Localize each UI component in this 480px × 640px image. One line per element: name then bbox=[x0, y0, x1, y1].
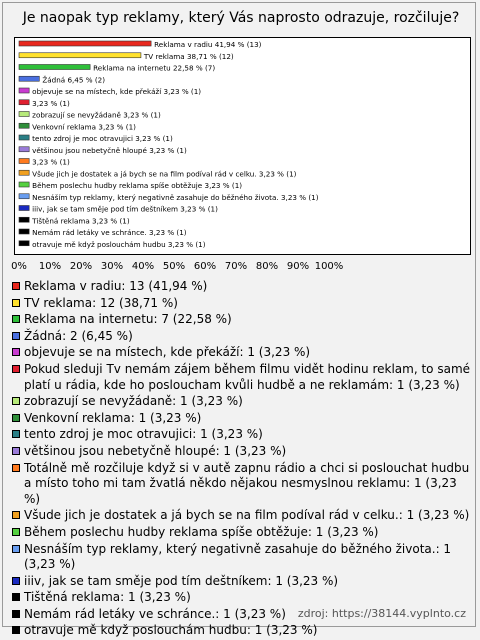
bar-17 bbox=[19, 241, 29, 246]
legend-label: Pokud sleduji Tv nemám zájem během filmu vidět hodinu reklam, to samé platí u rádia, kde ho posloucham kvůli hudbě a ne reklamám: 1 (3,23 %) bbox=[24, 361, 471, 392]
x-tick-5: 50% bbox=[162, 261, 186, 272]
x-tick-6: 60% bbox=[193, 261, 217, 272]
x-tick-9: 90% bbox=[286, 261, 310, 272]
legend-swatch bbox=[12, 626, 20, 634]
x-tick-3: 30% bbox=[100, 261, 124, 272]
legend-label: Venkovní reklama: 1 (3,23 %) bbox=[24, 410, 202, 425]
legend-label: Reklama na internetu: 7 (22,58 %) bbox=[24, 312, 232, 327]
legend-item bbox=[11, 525, 471, 541]
bar-0 bbox=[19, 41, 151, 46]
legend-item bbox=[11, 508, 471, 524]
x-tick-1: 10% bbox=[38, 261, 62, 272]
legend-label: otravuje mě když poslouchám hudbu: 1 (3,23 %) bbox=[24, 623, 318, 638]
legend-swatch bbox=[12, 365, 20, 373]
legend-swatch bbox=[12, 511, 20, 519]
legend-swatch bbox=[12, 528, 20, 536]
bar-14 bbox=[19, 206, 29, 211]
legend-swatch bbox=[12, 610, 20, 618]
legend-item bbox=[11, 312, 471, 328]
bar-label-3: Žádná 6,45 % (2) bbox=[42, 75, 106, 85]
bar-8 bbox=[19, 135, 29, 140]
x-tick-7: 70% bbox=[224, 261, 248, 272]
bar-13 bbox=[19, 194, 29, 199]
bar-9 bbox=[19, 147, 29, 152]
legend-swatch bbox=[12, 414, 20, 422]
chart-frame bbox=[2, 2, 476, 638]
x-tick-2: 20% bbox=[69, 261, 93, 272]
bar-label-9: většinou jsou nebetyčně hloupé 3,23 % (1) bbox=[32, 145, 187, 155]
x-axis bbox=[3, 257, 479, 273]
legend-label: Nesnáším typ reklamy, který negativně zasahuje do běžného života.: 1 (3,23 %) bbox=[24, 541, 452, 572]
legend-label: tento zdroj je moc otravujici: 1 (3,23 %) bbox=[24, 427, 263, 442]
bar-label-11: Všude jich je dostatek a já bych se na film podíval rád v celku. 3,23 % (1) bbox=[32, 169, 297, 179]
legend-swatch bbox=[12, 299, 20, 307]
bar-label-4: objevuje se na místech, kde překáží 3,23 % (1) bbox=[32, 87, 202, 96]
legend-item bbox=[11, 574, 471, 590]
legend-swatch bbox=[12, 464, 20, 472]
bar-label-1: TV reklama 38,71 % (12) bbox=[143, 51, 234, 61]
bar-3 bbox=[19, 76, 39, 81]
bars-svg bbox=[15, 38, 470, 254]
legend-item bbox=[11, 394, 471, 410]
bar-label-12: Během poslechu hudby reklama spíše obtěžuje 3,23 % (1) bbox=[32, 181, 243, 190]
legend-swatch bbox=[12, 430, 20, 438]
bar-15 bbox=[19, 217, 29, 222]
legend-swatch bbox=[12, 282, 20, 290]
legend-swatch bbox=[12, 397, 20, 405]
bar-4 bbox=[19, 88, 29, 93]
bar-label-6: zobrazují se nevyžádaně 3,23 % (1) bbox=[32, 110, 161, 120]
legend-item bbox=[11, 296, 471, 312]
x-tick-8: 80% bbox=[255, 261, 279, 272]
legend-swatch bbox=[12, 545, 20, 553]
legend-swatch bbox=[12, 332, 20, 340]
bar-label-15: Tištěná reklama 3,23 % (1) bbox=[32, 216, 130, 226]
bar-2 bbox=[19, 65, 90, 70]
legend-item bbox=[11, 279, 471, 295]
legend-swatch bbox=[12, 577, 20, 585]
bar-label-10: 3,23 % (1) bbox=[32, 157, 70, 167]
legend-label: iiiv, jak se tam směje pod tím deštníkem: 1 (3,23 %) bbox=[24, 573, 339, 588]
legend-item bbox=[11, 590, 471, 606]
legend-label: zobrazují se nevyžádaně: 1 (3,23 %) bbox=[24, 394, 243, 409]
legend-swatch bbox=[12, 348, 20, 356]
x-axis-svg bbox=[3, 257, 479, 273]
bar-11 bbox=[19, 170, 29, 175]
bar-label-8: tento zdroj je moc otravujici 3,23 % (1) bbox=[32, 134, 173, 143]
x-tick-0: 0% bbox=[11, 261, 27, 272]
legend-item bbox=[11, 444, 471, 460]
legend-label: Reklama v radiu: 13 (41,94 %) bbox=[24, 279, 208, 293]
bar-label-16: Nemám rád letáky ve schránce. 3,23 % (1) bbox=[32, 228, 187, 237]
source-note: zdroj: https://38144.vyplnto.cz bbox=[297, 607, 466, 620]
legend bbox=[11, 279, 471, 640]
legend-label: většinou jsou nebetyčně hloupé: 1 (3,23 %) bbox=[24, 443, 287, 458]
bar-12 bbox=[19, 182, 29, 187]
legend-label: Nemám rád letáky ve schránce.: 1 (3,23 %) bbox=[24, 606, 286, 621]
legend-label: Během poslechu hudby reklama spíše obtěžuje: 1 (3,23 %) bbox=[24, 524, 379, 539]
legend-label: Totálně mě rozčiluje když si v autě zapnu rádio a chci si poslouchat hudbu a místo toho mi tam žvatlá někdo nějakou nesmyslnou reklamu: 1 (3,23 %) bbox=[24, 460, 470, 506]
x-tick-10: 100% bbox=[314, 261, 344, 272]
legend-item bbox=[11, 427, 471, 443]
legend-label: TV reklama: 12 (38,71 %) bbox=[24, 295, 178, 310]
bar-16 bbox=[19, 229, 29, 234]
legend-item bbox=[11, 345, 471, 361]
legend-item bbox=[11, 623, 471, 639]
legend-swatch bbox=[12, 447, 20, 455]
legend-item bbox=[11, 329, 471, 345]
bar-label-17: otravuje mě když poslouchám hudbu 3,23 % (1) bbox=[32, 239, 206, 249]
x-tick-4: 40% bbox=[131, 261, 155, 272]
bar-10 bbox=[19, 159, 29, 164]
bar-label-14: iiiv, jak se tam směje pod tím deštníkem 3,23 % (1) bbox=[32, 204, 218, 214]
legend-swatch bbox=[12, 593, 20, 601]
legend-item bbox=[11, 362, 471, 393]
plot-area bbox=[14, 37, 471, 255]
legend-label: objevuje se na místech, kde překáží: 1 (3,23 %) bbox=[24, 345, 311, 360]
bar-6 bbox=[19, 112, 29, 117]
chart-title: Je naopak typ reklamy, který Vás naprosto odrazuje, rozčiluje? bbox=[22, 10, 460, 26]
legend-item bbox=[11, 411, 471, 427]
bar-label-2: Reklama na internetu 22,58 % (7) bbox=[93, 63, 216, 73]
bar-1 bbox=[19, 53, 141, 58]
legend-item bbox=[11, 542, 471, 573]
bar-label-5: 3,23 % (1) bbox=[32, 98, 70, 108]
legend-label: Žádná: 2 (6,45 %) bbox=[24, 328, 133, 343]
legend-swatch bbox=[12, 315, 20, 323]
bar-label-0: Reklama v radiu 41,94 % (13) bbox=[154, 40, 262, 49]
bar-7 bbox=[19, 123, 29, 128]
bar-5 bbox=[19, 100, 29, 105]
legend-label: Všude jich je dostatek a já bych se na film podíval rád v celku.: 1 (3,23 %) bbox=[24, 508, 470, 523]
bar-label-13: Nesnáším typ reklamy, který negativně zasahuje do běžného života. 3,23 % (1) bbox=[32, 192, 319, 202]
legend-label: Tištěná reklama: 1 (3,23 %) bbox=[24, 590, 191, 605]
legend-item bbox=[11, 461, 471, 508]
bar-label-7: Venkovní reklama 3,23 % (1) bbox=[32, 122, 136, 132]
